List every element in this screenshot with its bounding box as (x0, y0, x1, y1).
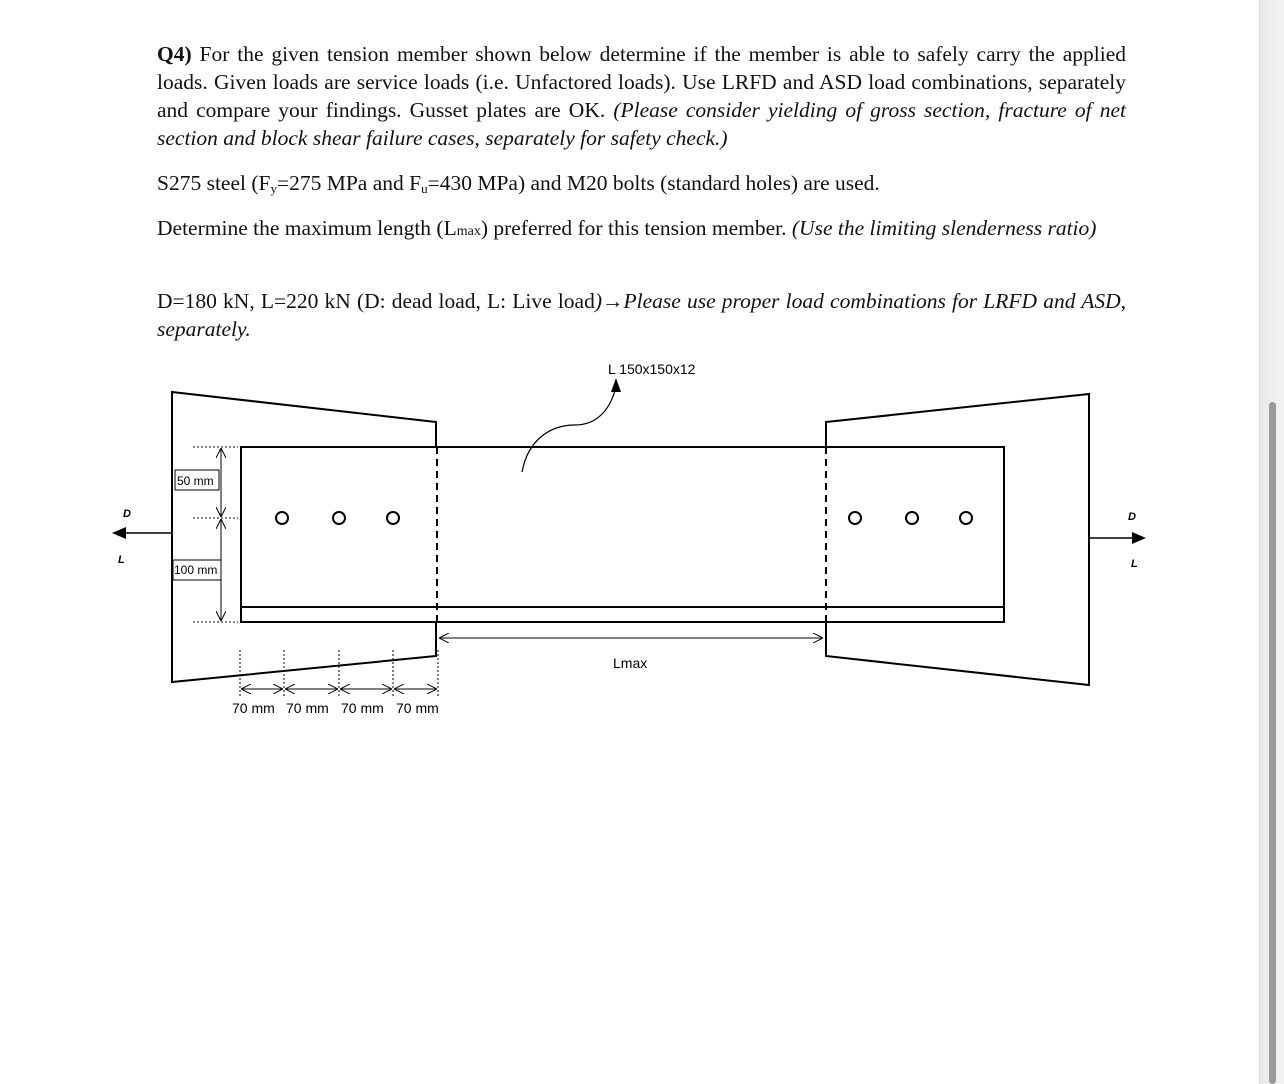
dim-50-label: 50 mm (177, 474, 214, 488)
material-part2: =275 MPa and F (276, 171, 422, 195)
right-load-arrowhead (1132, 532, 1146, 544)
right-load-d: D (1128, 511, 1136, 523)
right-load-l: L (1131, 558, 1138, 570)
left-load-d: D (123, 508, 131, 520)
spacing-label: 70 mm (232, 700, 275, 716)
length-part2: ) preferred for this tension member. (480, 216, 792, 240)
loads-italic: Please use proper load combinations for LRFD and ASD, separately. (157, 289, 1127, 341)
material-part1: S275 steel (F (157, 171, 271, 195)
length-sub-max: max (456, 224, 481, 239)
question-number: Q4) (157, 42, 192, 66)
material-part3: =430 MPa) and M20 bolts (standard holes) are used. (427, 171, 880, 195)
left-load-l: L (118, 554, 125, 566)
dim-100-label: 100 mm (174, 563, 218, 577)
left-load-arrowhead (112, 527, 126, 539)
section-label: L 150x150x12 (608, 361, 696, 377)
loads-paren: ) (594, 289, 603, 313)
material-sub-u: u (421, 181, 428, 196)
spacing-label: 70 mm (286, 700, 329, 716)
spacing-label: 70 mm (396, 700, 439, 716)
material-sub-y: y (270, 181, 277, 196)
arrow-icon: → (602, 289, 624, 313)
spacing-label: 70 mm (341, 700, 384, 716)
angle-member (241, 447, 1004, 622)
lmax-label: Lmax (613, 655, 648, 671)
length-part1: Determine the maximum length (L (157, 216, 457, 240)
section-leader-arrowhead (611, 378, 621, 392)
question-intro: For the given tension member shown below determine if the member is able to safely carry the applied loads. Given loads are service loads (i.e. Unfactored loads). Use LRFD and ASD load combinations, separately and compare your findings. Gusset plates are OK. (157, 42, 1126, 122)
question-intro-italic: (Please consider yielding of gross section, fracture of net section and block shear failure cases, separately for safety check.) (157, 98, 1126, 150)
length-italic: (Use the limiting slenderness ratio) (791, 216, 1097, 240)
loads-text: D=180 kN, L=220 kN (D: dead load, L: Live load (157, 289, 595, 313)
